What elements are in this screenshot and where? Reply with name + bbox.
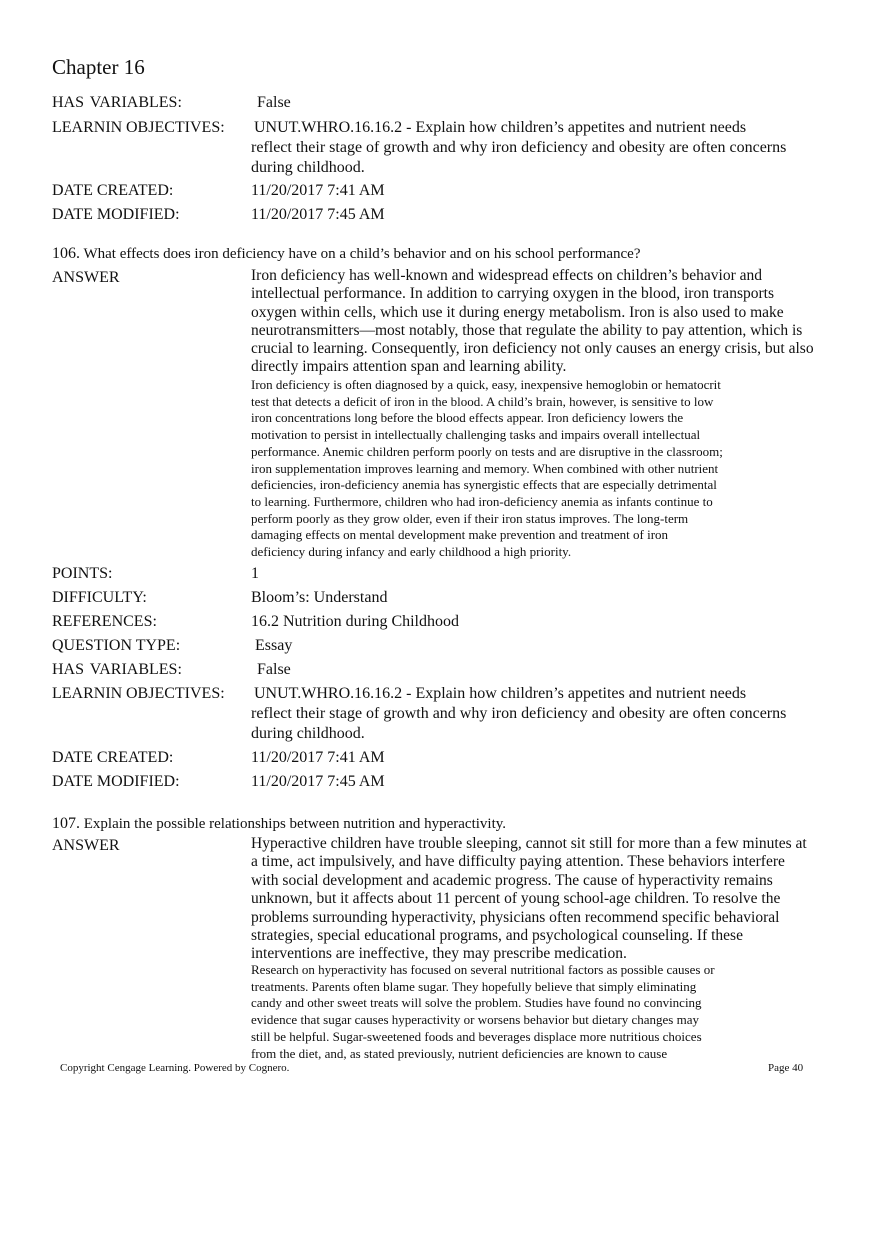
has-variables-value: False [257,94,291,111]
date-modified-value-2: 11/20/2017 7:45 AM [251,773,385,790]
document-page: Chapter 16 HAS VARIABLES: False LEARNIN OBJECTIVES: UNUT.WHRO.16.16.2 - Explain how children’s appetites and nutrient needs reflect their stage of growth and why iron deficiency and obesity are often concerns during childhood. DATE CREATED: 11/20/2017 7:41 AM DATE MODIFIED: 11/20/2017 7:45 AM 106. What effects does iron deficiency have on a child’s behavior and on his school performance? ANSWER Iron deficiency has well-known and widespread effects on children’s behavior and intellectual performance. In addition to carrying oxygen in the blood, iron transports oxygen within cells, which use it during energy metabolism. Iron is also used to make neurotransmitters—most notably, those that regulate the ability to pay attention, which is crucial to learning. Consequently, iron deficiency not only causes an energy crisis, but also directly impairs attention span and learning ability. Iron deficiency is often diagnosed by a quick, easy, inexpensive hemoglobin or hematocrit test that detects a deficit of iron in the blood. A child’s brain, however, is sensitive to low iron concentrations long before the blood effects appear. Iron deficiency lowers the motivation to persist in intellectually challenging tasks and impairs overall intellectual performance. Anemic children perform poorly on tests and are disruptive in the classroom; iron supplementation improves learning and memory. When combined with other nutrient deficiencies, iron-deficiency anemia has synergistic effects that are especially detrimental to learning. Furthermore, children who had iron-deficiency anemia as infants continue to perform poorly as they grow older, even if their iron status improves. The long-term damaging effects on mental development make prevention and treatment of iron deficiency during infancy and early childhood a high priority. POINTS: 1 DIFFICULTY: Bloom’s: Understand REFERENCES: 16.2 Nutrition during Childhood QUESTION TYPE: Essay HAS VARIABLES: False LEARNIN OBJECTIVES: UNUT.WHRO.16.16.2 - Explain how children’s appetites and nutrient needs reflect their stage of growth and why iron deficiency and obesity are often concerns during childhood. DATE CREATED: 11/20/2017 7:41 AM DATE MODIFIED: 11/20/2017 7:45 AM 107. Explain the possible relationships between nutrition and hyperactivity. ANSWER Hyperactive children have trouble sleeping, cannot sit still for more than a few minutes at a time, act impulsively, and have difficulty paying attention. These behaviors interfere with social development and academic progress. The cause of hyperactivity remains unknown, but it affects about 11 percent of young school-age children. To resolve the problems surrounding hyperactivity, physicians often recommend specific behavioral strategies, special educational programs, and psychological counseling. If these interventions are ineffective, they may prescribe medication. Research on hyperactivity has focused on several nutritional factors as possible causes or treatments. Parents often blame sugar. They hopefully believe that simply eliminating candy and other sweet treats will solve the problem. Studies have found no convincing evidence that sugar causes hyperactivity or worsens behavior but dietary changes may still be helpful. Sugar-sweetened foods and beverages displace more nutritious choices from the diet, and, as stated previously, nutrient deficiencies are known to cause Copyright Cengage Learning. Powered by Cognero. Page 40 [0,0,880,1247]
footer-copyright: Copyright Cengage Learning. Powered by Cognero. [60,1062,290,1074]
label-objectives: OBJECTIVES: [126,119,225,136]
answer-107-main: Hyperactive children have trouble sleeping, cannot sit still for more than a few minutes at a time, act impulsively, and have difficulty paying attention. These behaviors interfere with social development and academic progress. The cause of hyperactivity remains unknown, but it affects about 11 percent of young school-age children. To resolve the problems surrounding hyperactivity, physicians often recommend specific behavioral strategies, special educational programs, and psychological counseling. If these interventions are ineffective, they may prescribe medication. [251,835,807,963]
footer-page-number: Page 40 [768,1062,804,1074]
label-variables: VARIABLES: [89,94,182,111]
answer-106-main: Iron deficiency has well-known and widespread effects on children’s behavior and intellectual performance. In addition to carrying oxygen in the blood, iron transports oxygen within cells, which use it during energy metabolism. Iron is also used to make neurotransmitters—most notably, those that regulate the ability to pay attention, which is crucial to learning. Consequently, iron deficiency not only causes an energy crisis, but also directly impairs attention span and learning ability. [251,267,814,376]
question-text: Explain the possible relationships between nutrition and hyperactivity. [83,816,507,832]
date-created-value-2: 11/20/2017 7:41 AM [251,749,385,766]
date-created-value: 11/20/2017 7:41 AM [251,182,385,199]
question-text: What effects does iron deficiency have on a child’s behavior and on his school performance? [83,246,641,262]
date-created-label: DATE CREATED: [52,182,174,199]
chapter-title: Chapter 16 [52,55,145,79]
difficulty-value: Bloom’s: Understand [251,589,388,606]
answer-106-extra: Iron deficiency is often diagnosed by a quick, easy, inexpensive hemoglobin or hematocrit test that detects a deficit of iron in the blood. A child’s brain, however, is sensitive to low iron concentrations long before the blood effects appear. Iron deficiency lowers the motivation to persist in intellectually challenging tasks and impairs overall intellectual performance. Anemic children perform poorly on tests and are disruptive in the classroom; iron supplementation improves learning and memory. When combined with other nutrient deficiencies, iron-deficiency anemia has synergistic effects that are especially detrimental to learning. Furthermore, children who had iron-deficiency anemia as infants continue to perform poorly as they grow older, even if their iron status improves. The long-term damaging effects on mental development make prevention and treatment of iron deficiency during infancy and early childhood a high priority. [251,377,723,560]
label-learning: LEARNIN [52,119,122,136]
question-number: 107. [52,815,80,832]
question-type-label: QUESTION TYPE: [52,637,181,654]
label-has: HAS [52,94,85,111]
learning-objectives-value: UNUT.WHRO.16.16.2 - Explain how children’s appetites and nutrient needs reflect their stage of growth and why iron deficiency and obesity are often concerns during childhood. [251,119,787,176]
difficulty-label: DIFFICULTY: [52,589,147,606]
references-label: REFERENCES: [52,613,157,630]
references-value: 16.2 Nutrition during Childhood [251,613,459,630]
learning-objectives-value-2: UNUT.WHRO.16.16.2 - Explain how children’s appetites and nutrient needs reflect their stage of growth and why iron deficiency and obesity are often concerns during childhood. [251,685,787,742]
question-106 [52,244,641,264]
date-modified-value: 11/20/2017 7:45 AM [251,206,385,223]
date-modified-label: DATE MODIFIED: [52,206,180,223]
answer-107-extra: Research on hyperactivity has focused on several nutritional factors as possible causes or treatments. Parents often blame sugar. They hopefully believe that simply eliminating candy and other sweet treats will solve the problem. Studies have found no convincing evidence that sugar causes hyperactivity or worsens behavior but dietary changes may still be helpful. Sugar-sweetened foods and beverages displace more nutritious choices from the diet, and, as stated previously, nutrient deficiencies are known to cause [251,962,715,1061]
has-variables-value-2: False [257,661,291,678]
question-107 [52,814,506,834]
question-number: 106. [52,245,80,262]
question-type-value: Essay [255,637,293,654]
points-label: POINTS: [52,565,113,582]
points-value: 1 [251,565,259,582]
